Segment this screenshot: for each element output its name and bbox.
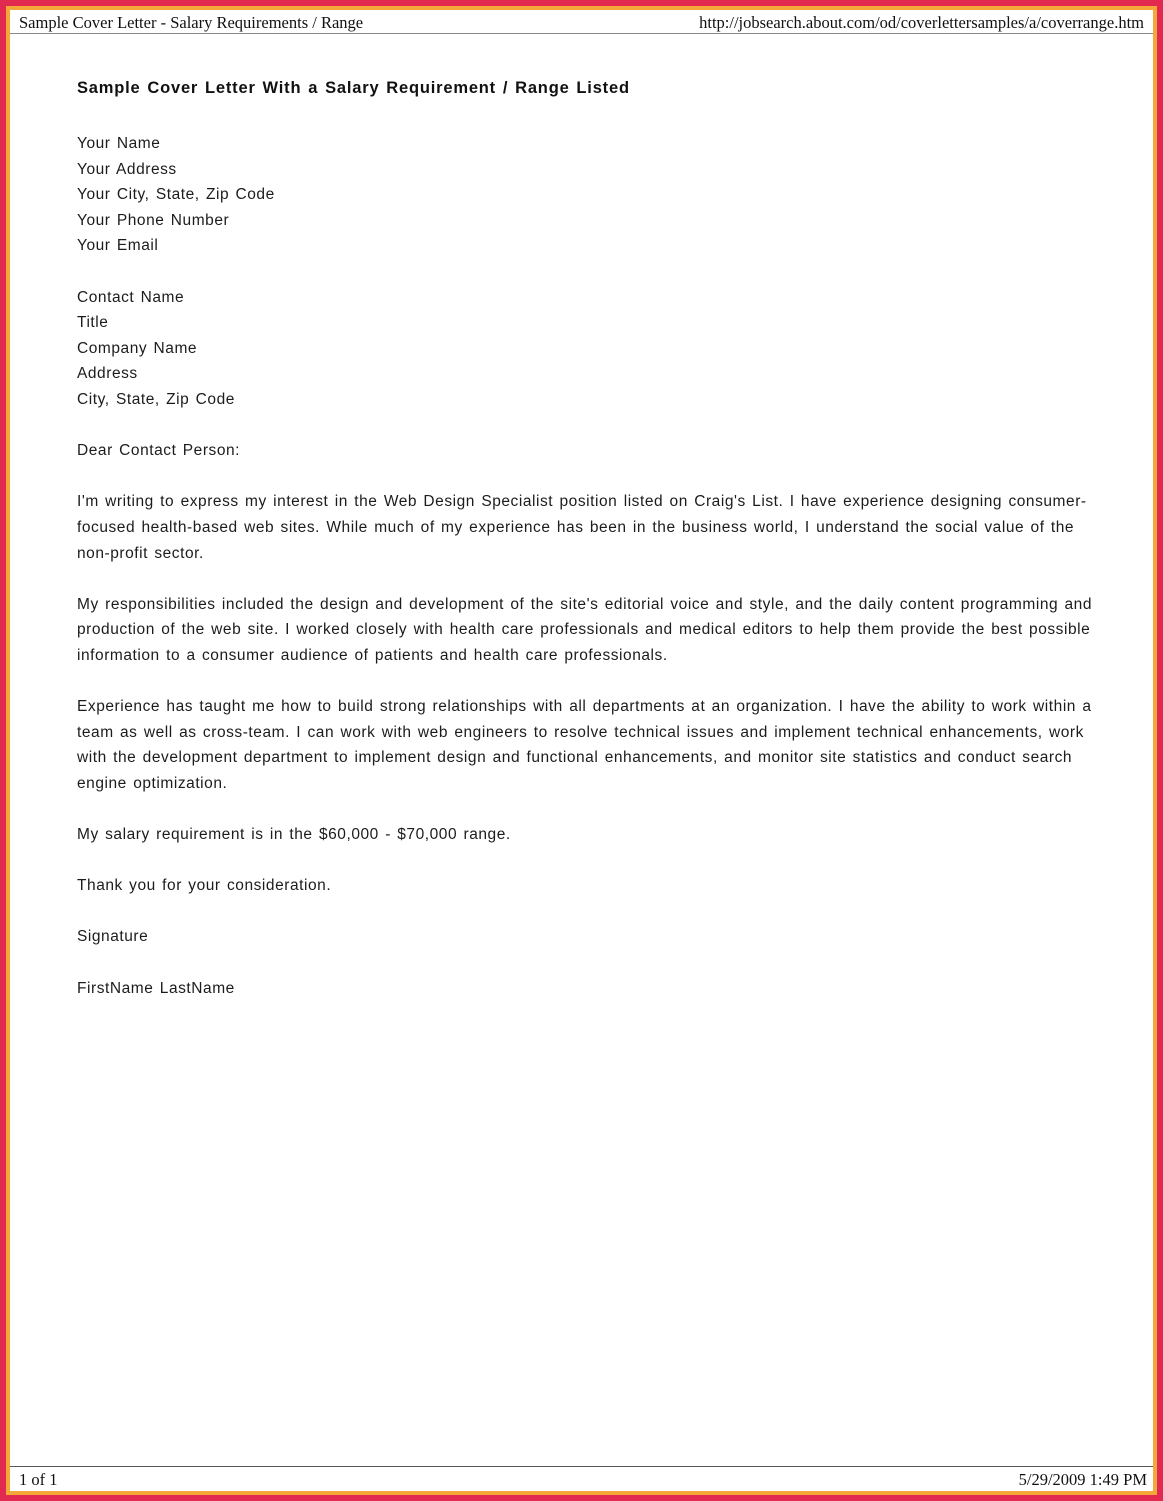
print-timestamp: 5/29/2009 1:49 PM: [1018, 1470, 1147, 1489]
sender-address-line: Your Address: [77, 160, 177, 178]
recipient-address-line: Address: [77, 365, 138, 383]
letter-body: [10, 79, 1153, 1001]
sender-city-line: Your City, State, Zip Code: [77, 186, 275, 204]
sender-email-line: Your Email: [77, 237, 159, 255]
recipient-city-line: City, State, Zip Code: [77, 390, 235, 408]
sender-address-block: [77, 131, 1093, 259]
paragraph-intro: I'm writing to express my interest in the Web Design Specialist position listed on Craig's List. I have experience designing consumer-focused health-based web sites. While much of my experience has been in the business world, I understand the social value of the non-profit sector.: [77, 493, 1087, 562]
paragraph-experience: Experience has taught me how to build strong relationships with all departments at an organization. I have the ability to work within a team as well as cross-team. I can work with web engineers to resolve technical issues and implement technical enhancements, work with the development department to implement design and functional enhancements, and monitor site statistics and conduct search engine optimization.: [77, 698, 1092, 792]
page-number: 1 of 1: [19, 1470, 58, 1489]
recipient-company-line: Company Name: [77, 339, 198, 357]
salutation: Dear Contact Person:: [77, 442, 241, 460]
paragraph-responsibilities: My responsibilities included the design and development of the site's editorial voice and style, and the daily content programming and production of the web site. I worked closely with health care professionals and medical editors to help them provide the best possible information to a consumer audience of patients and health care professionals.: [77, 595, 1093, 664]
typed-name-line: FirstName LastName: [77, 979, 235, 997]
print-header-title: Sample Cover Letter - Salary Requirements / Range: [19, 13, 364, 32]
print-footer: [10, 1466, 1153, 1491]
sender-phone-line: Your Phone Number: [77, 211, 230, 229]
letter-title: Sample Cover Letter With a Salary Requirement / Range Listed: [77, 79, 630, 97]
recipient-name-line: Contact Name: [77, 288, 185, 306]
print-header-url: http://jobsearch.about.com/od/coverlettersamples/a/coverrange.htm: [699, 13, 1144, 32]
page-inner-frame: [6, 6, 1157, 1495]
print-header: [10, 10, 1153, 34]
recipient-address-block: [77, 285, 1093, 413]
paragraph-salary-requirement: My salary requirement is in the $60,000 - $70,000 range.: [77, 826, 511, 844]
signature-line: Signature: [77, 928, 149, 946]
sender-name-line: Your Name: [77, 135, 161, 152]
thank-you-line: Thank you for your consideration.: [77, 877, 332, 895]
recipient-title-line: Title: [77, 314, 109, 332]
